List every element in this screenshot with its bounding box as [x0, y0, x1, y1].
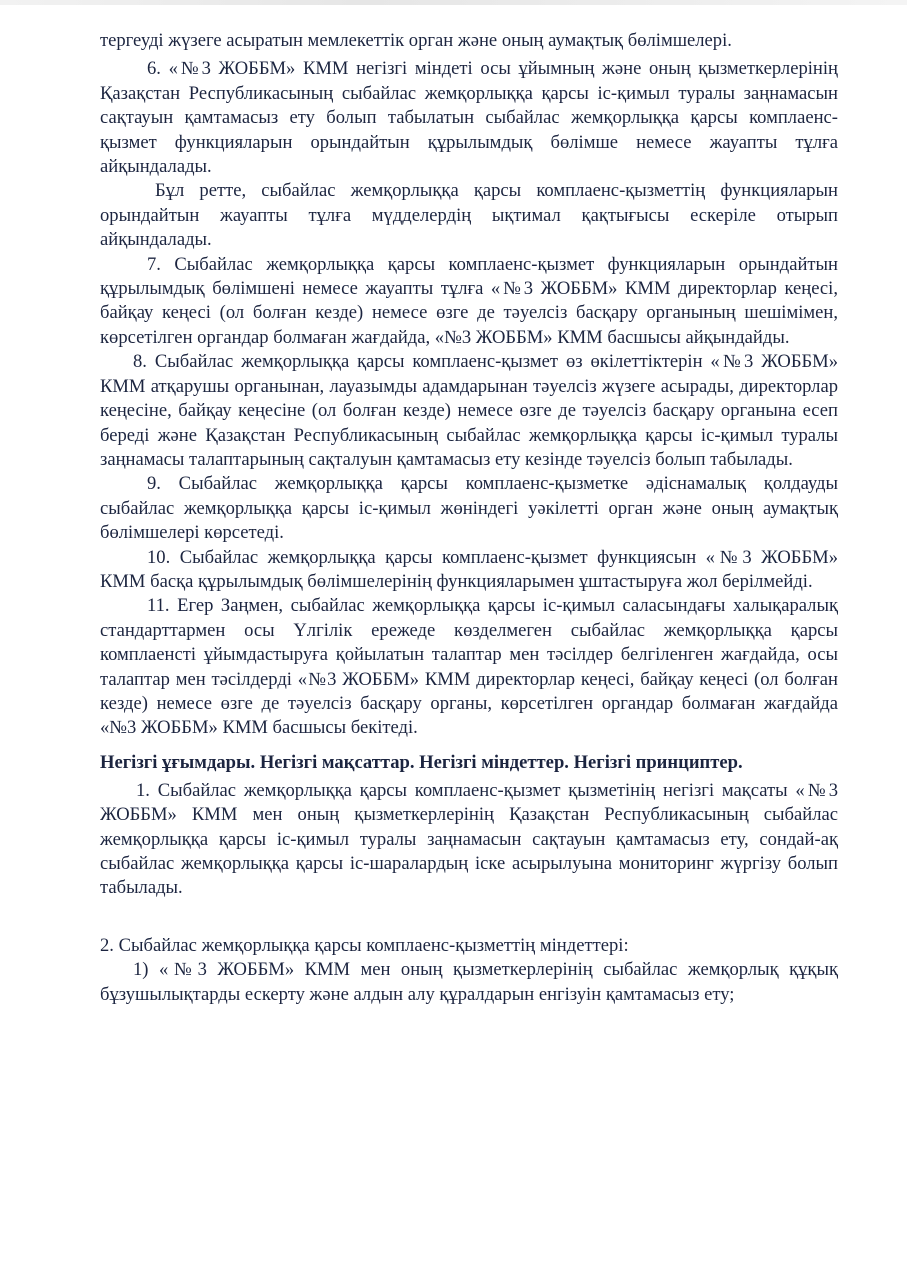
- paragraph-9: 9. Сыбайлас жемқорлыққа қарсы комплаенс-қызметке әдіснамалық қолдауды сыбайлас жемқорлыққа қарсы іс-қимыл жөніндегі уәкілетті орган және оның аумақтық бөлімшелері көрсетеді.: [100, 473, 838, 544]
- paragraph-6: 6. «№3 ЖОББМ» КММ негізгі міндеті осы ұйымның және оның қызметкерлерінің Қазақстан Республикасының сыбайлас жемқорлыққа қарсы іс-қимыл туралы заңнамасын сақтауын қамтамасыз ету болып табылатын сыбайлас жемқорлыққа қарсы комплаенс-қызмет функцияларын орындайтын құрылымдық бөлімше немесе жауапты тұлға айқындалады.: [100, 58, 838, 178]
- paragraph-10: 10. Сыбайлас жемқорлыққа қарсы комплаенс-қызмет функциясын «№3 ЖОББМ» КММ басқа құрылымдық бөлімшелерінің функцияларымен ұштастыруға жол берілмейді.: [100, 546, 838, 592]
- goal-paragraph-2: 2. Сыбайлас жемқорлыққа қарсы комплаенс-қызметтің міндеттері:: [100, 934, 629, 956]
- paragraph-7: 7. Сыбайлас жемқорлыққа қарсы комплаенс-қызмет функцияларын орындайтын құрылымдық бөлімшені немесе жауапты тұлға «№3 ЖОББМ» КММ директорлар кеңесі, байқау кеңесі (ол болған кезде) немесе өзге де тәуелсіз басқару органының шешімімен, көрсетілген органдар болмаған жағдайда, «№3 ЖОББМ» КММ басшысы айқындайды.: [100, 253, 838, 348]
- paragraph-11: 11. Егер Заңмен, сыбайлас жемқорлыққа қарсы іс-қимыл саласындағы халықаралық стандарттармен осы Үлгілік ережеде көзделмеген сыбайлас жемқорлыққа қарсы комплаенсті ұйымдастыруға қойылатын талаптар мен тәсілдер белгіленген жағдайда, осы талаптар мен тәсілдерді «№3 ЖОББМ» КММ директорлар кеңесі, байқау кеңесі (ол болған кезде) немесе өзге де тәуелсіз басқару органы, көрсетілген органдар болмаған жағдайда «№3 ЖОББМ» КММ басшысы бекітеді.: [100, 595, 838, 739]
- goal-paragraph-1: 1. Сыбайлас жемқорлыққа қарсы комплаенс-қызмет қызметінің негізгі мақсаты «№3 ЖОББМ» КММ мен оның қызметкерлерінің Қазақстан Республикасының сыбайлас жемқорлыққа қарсы іс-қимыл туралы заңнамасын сақтауын қамтамасыз ету, сондай-ақ сыбайлас жемқорлыққа қарсы іс-шаралардың іске асырылуына мониторинг жүргізу болып табылады.: [100, 779, 838, 899]
- scan-edge: [0, 0, 907, 5]
- paragraph-continuation: тергеуді жүзеге асыратын мемлекеттік орган және оның аумақтық бөлімшелері.: [100, 30, 732, 51]
- section-heading: Негізгі ұғымдары. Негізгі мақсаттар. Негізгі міндеттер. Негізгі принциптер.: [100, 751, 743, 773]
- paragraph-6-note: Бұл ретте, сыбайлас жемқорлыққа қарсы комплаенс-қызметтің функцияларын орындайтын жауапты тұлға мүдделердің ықтимал қақтығысы ескеріле отырып айқындалады.: [100, 180, 838, 251]
- task-item-1: 1) «№3 ЖОББМ» КММ мен оның қызметкерлерінің сыбайлас жемқорлық құқық бұзушылықтарды ескерту және алдын алу құралдарын енгізуін қамтамасыз ету;: [100, 959, 838, 1005]
- paragraph-8: 8. Сыбайлас жемқорлыққа қарсы комплаенс-қызмет өз өкілеттіктерін «№3 ЖОББМ» КММ атқарушы органынан, лауазымды адамдарынан тәуелсіз жүзеге асырады, директорлар кеңесіне, байқау кеңесіне (ол болған кезде) немесе өзге де тәуелсіз басқару органына есеп береді және Қазақстан Республикасының сыбайлас жемқорлыққа қарсы іс-қимыл туралы заңнамасы талаптарының сақталуын қамтамасыз ету кезінде тәуелсіз болып табылады.: [100, 351, 838, 470]
